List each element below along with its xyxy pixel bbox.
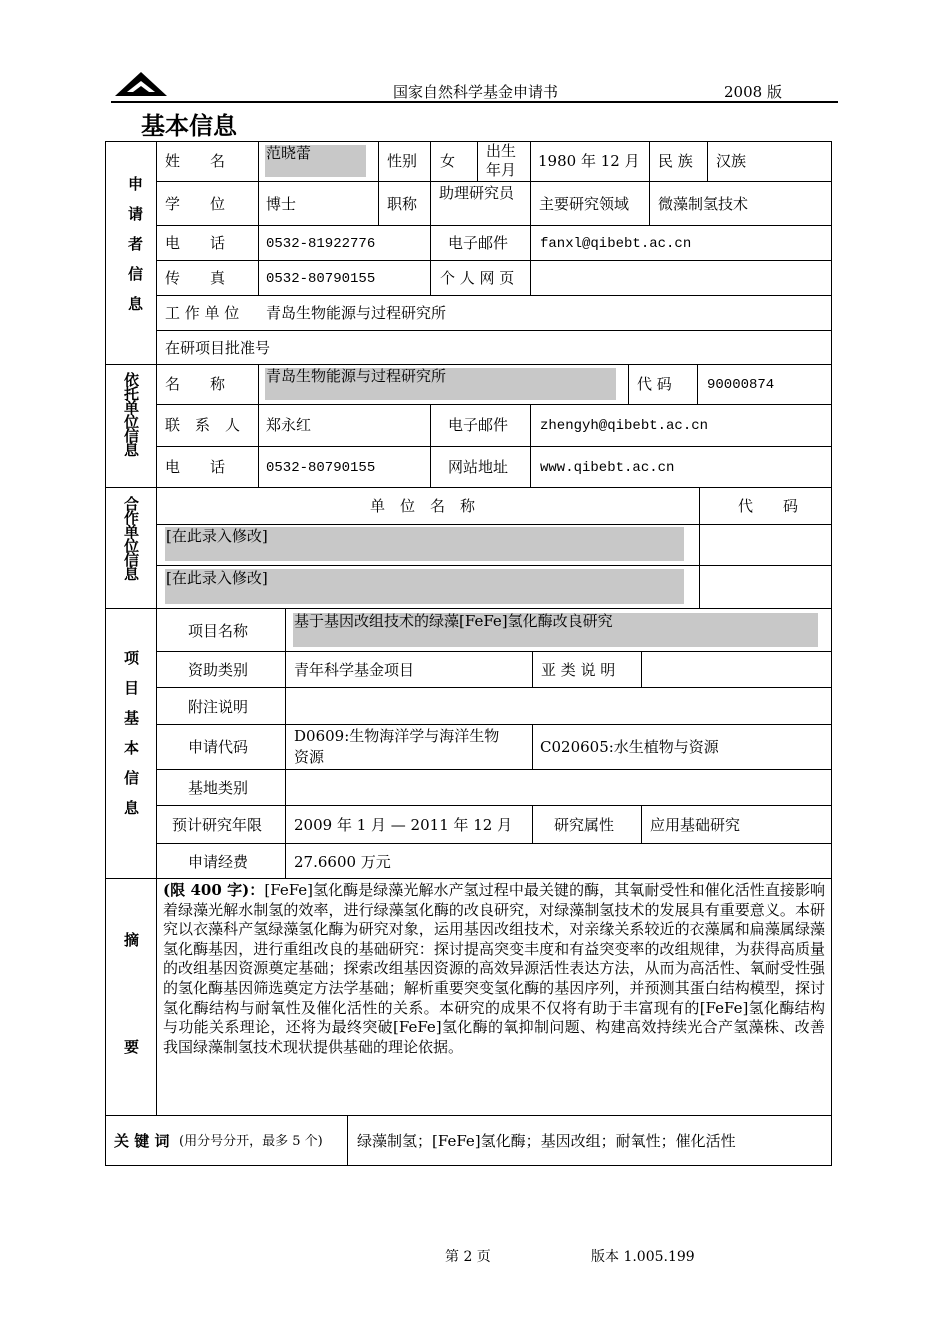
title-value: 助理研究员: [439, 184, 515, 202]
project-name-value: 基于基因改组技术的绿藻[FeFe]氢化酶改良研究: [294, 612, 613, 630]
table-bottom-border: [105, 1165, 832, 1166]
degree-label: 学 位: [165, 195, 226, 213]
nsfc-logo-icon: [113, 68, 169, 98]
keywords-hint: (用分号分开，最多 5 个): [179, 1134, 323, 1149]
footer-version: 版本 1.005.199: [591, 1249, 695, 1265]
keywords-label: 关 键 词: [114, 1132, 170, 1150]
host-code-label: 代 码: [637, 375, 672, 393]
homepage-label: 个 人 网 页: [440, 269, 515, 287]
gender-value: 女: [440, 152, 456, 170]
name-value: 范晓蕾: [266, 144, 312, 162]
funding-value: 青年科学基金项目: [294, 661, 415, 679]
ethnic-value: 汉族: [716, 152, 747, 170]
work-unit-value: 青岛生物能源与过程研究所: [266, 304, 447, 322]
period-value: 2009 年 1 月 — 2011 年 12 月: [294, 816, 513, 834]
keywords-value: 绿藻制氢；[FeFe]氢化酶；基因改组；耐氧性；催化活性: [357, 1132, 736, 1150]
name-label: 姓 名: [165, 152, 226, 170]
base-label: 基地类别: [188, 779, 249, 797]
period-label: 预计研究年限: [172, 816, 263, 834]
apply-code-2: C020605:水生植物与资源: [540, 738, 719, 756]
host-name-label: 名 称: [165, 375, 226, 393]
coop-col-name: 单 位 名 称: [370, 497, 476, 515]
footer-page: 第 2 页: [445, 1249, 491, 1265]
website-value: www.qibebt.ac.cn: [540, 460, 675, 476]
field-value: 微藻制氢技术: [658, 195, 749, 213]
email-label: 电子邮件: [448, 234, 509, 252]
applicant-section-label: 申请者信息: [126, 176, 144, 326]
host-section-label: 依托单位信息: [122, 372, 140, 456]
field-label: 主要研究领域: [539, 195, 630, 213]
coop-col-code: 代 码: [738, 497, 799, 515]
degree-value: 博士: [266, 195, 297, 213]
host-email-value: zhengyh@qibebt.ac.cn: [540, 418, 709, 434]
abstract-limit: (限 400 字)：: [163, 881, 265, 899]
apply-code-1: D0609:生物海洋学与海洋生物: [294, 727, 500, 745]
attr-value: 应用基础研究: [650, 816, 741, 834]
budget-label: 申请经费: [188, 853, 249, 871]
host-name-value: 青岛生物能源与过程研究所: [266, 367, 447, 385]
fax-value: 0532-80790155: [266, 271, 376, 287]
phone-label: 电 话: [165, 234, 226, 252]
contact-label: 联 系 人: [165, 416, 241, 434]
note-label: 附注说明: [188, 698, 249, 716]
funding-label: 资助类别: [188, 661, 249, 679]
section-title: 基本信息: [141, 112, 237, 140]
contact-value: 郑永红: [266, 416, 312, 434]
gender-label: 性别: [387, 152, 418, 170]
birth-value: 1980 年 12 月: [538, 152, 640, 170]
table-left-border: [105, 141, 106, 1166]
ethnic-label: 民 族: [658, 152, 693, 170]
table-top-border: [105, 141, 832, 142]
host-email-label: 电子邮件: [448, 416, 509, 434]
attr-label: 研究属性: [554, 816, 615, 834]
header-rule: [111, 101, 838, 103]
coop-row-2: [在此录入修改]: [166, 569, 268, 587]
birth-label: 出生年月: [486, 142, 517, 179]
apply-code-1b: 资源: [294, 748, 325, 766]
project-section-label: 项目基本信息: [122, 650, 140, 830]
header-version: 2008 版: [724, 83, 782, 101]
apply-code-label: 申请代码: [188, 738, 249, 756]
host-phone-label: 电 话: [165, 458, 226, 476]
host-phone-value: 0532-80790155: [266, 460, 376, 476]
abstract-section-label: 摘要: [122, 932, 140, 1146]
cooperation-section-label: 合作单位信息: [122, 496, 140, 580]
title-label: 职称: [387, 195, 418, 213]
coop-row-1: [在此录入修改]: [166, 527, 268, 545]
abstract-body: [FeFe]氢化酶是绿藻光解水产氢过程中最关键的酶，其氧耐受性和催化活性直接影响着绿藻光解水制氢的效率，进行绿藻氢化酶的改良研究，对绿藻制氢技术的发展具有重要意义。本研究以衣藻科产氢绿藻氢化酶为研究对象，运用基因改组技术，对亲缘关系较近的衣藻属和扁藻属绿藻氢化酶基因，进行重组改良的基础研究：探讨提高突变丰度和有益突变率的改组规律，为获得高质量的改组基因资源奠定基础；探索改组基因资源的高效异源活性表达方法，从而为高活性、氧耐受性强的氢化酶基因筛选奠定方法学基础；解析重要突变氢化酶的基因序列，并预测其蛋白结构模型，探讨氢化酶结构与耐氧性及催化活性的关系。本研究的成果不仅将有助于丰富现有的[FeFe]氢化酶结构与功能关系理论，还将为最终突破[FeFe]氢化酶的氧抑制问题、构建高效持续光合产氢藻株、改善我国绿藻制氢技术现状提供基础的理论依据。: [163, 881, 826, 1056]
fax-label: 传 真: [165, 269, 226, 287]
work-unit-label: 工 作 单 位: [165, 304, 240, 322]
website-label: 网站地址: [448, 458, 509, 476]
project-name-label: 项目名称: [188, 622, 249, 640]
email-value: fanxl@qibebt.ac.cn: [540, 236, 692, 252]
abstract-text: [163, 881, 825, 1057]
project-no-label: 在研项目批准号: [165, 339, 271, 357]
budget-value: 27.6600 万元: [294, 853, 391, 871]
host-code-value: 90000874: [707, 377, 775, 393]
phone-value: 0532-81922776: [266, 236, 376, 252]
header-title: 国家自然科学基金申请书: [393, 83, 559, 101]
subclass-label: 亚 类 说 明: [541, 661, 616, 679]
label-col-divider: [156, 141, 157, 1115]
